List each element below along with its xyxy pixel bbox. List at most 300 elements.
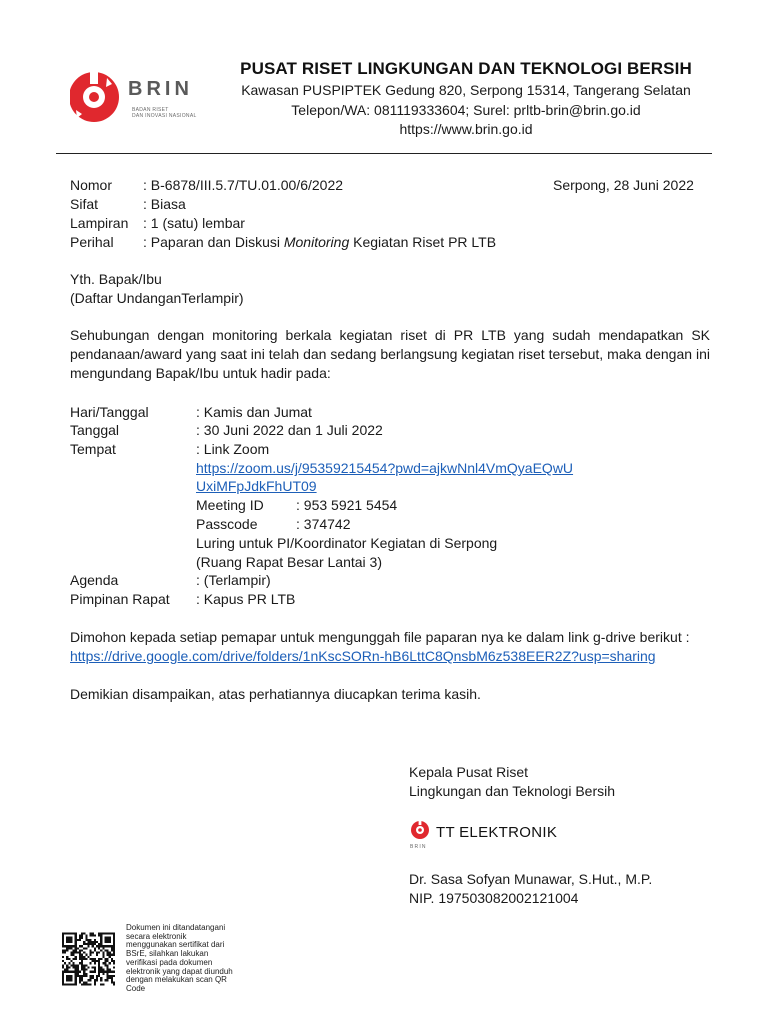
qr-module — [70, 939, 72, 941]
qr-module — [85, 981, 87, 983]
qr-module — [79, 971, 81, 973]
tte-brin-emblem-icon — [411, 820, 429, 839]
qr-module — [109, 937, 111, 939]
perihal-label: Perihal — [70, 234, 114, 250]
qr-module — [98, 947, 100, 949]
qr-module — [113, 981, 115, 983]
qr-module — [113, 935, 115, 937]
qr-module — [100, 977, 102, 979]
qr-module — [100, 939, 102, 941]
qr-module — [94, 979, 96, 981]
qr-module — [70, 975, 72, 977]
place-date: Serpong, 28 Juni 2022 — [553, 177, 694, 193]
qr-module — [107, 966, 109, 968]
qr-module — [104, 937, 106, 939]
qr-module — [73, 962, 75, 964]
qr-module — [73, 945, 75, 947]
qr-module — [75, 939, 77, 941]
qr-module — [92, 935, 94, 937]
qr-module — [64, 971, 66, 973]
qr-module — [62, 977, 64, 979]
qr-module — [111, 971, 113, 973]
qr-module — [79, 975, 81, 977]
qr-module — [83, 947, 85, 949]
qr-module — [98, 973, 100, 975]
qr-module — [111, 954, 113, 956]
qr-module — [83, 958, 85, 960]
qr-module — [102, 945, 104, 947]
qr-module — [62, 964, 64, 966]
qr-module — [92, 945, 94, 947]
qr-module — [68, 983, 70, 985]
qr-module — [104, 958, 106, 960]
qr-module — [113, 983, 115, 985]
qr-module — [79, 949, 81, 951]
lampiran-value: : 1 (satu) lembar — [143, 215, 245, 231]
qr-module — [66, 969, 68, 971]
qr-module — [113, 939, 115, 941]
qr-module — [113, 945, 115, 947]
qr-module — [90, 962, 92, 964]
passcode-value: : 374742 — [296, 516, 351, 532]
qr-module — [104, 939, 106, 941]
qr-module — [83, 981, 85, 983]
qr-module — [107, 969, 109, 971]
qr-module — [75, 937, 77, 939]
qr-module — [79, 937, 81, 939]
qr-code[interactable] — [62, 931, 115, 987]
qr-module — [83, 983, 85, 985]
qr-module — [81, 937, 83, 939]
qr-module — [90, 975, 92, 977]
note-line1: Dokumen ini ditandatangani — [126, 923, 226, 932]
tanggal-value: : 30 Juni 2022 dan 1 Juli 2022 — [196, 422, 383, 438]
qr-module — [107, 975, 109, 977]
qr-module — [94, 969, 96, 971]
signer-name: Dr. Sasa Sofyan Munawar, S.Hut., M.P. — [409, 871, 653, 887]
qr-module — [94, 983, 96, 985]
tte-logo-word: BRIN — [410, 844, 427, 850]
qr-module — [68, 947, 70, 949]
qr-module — [81, 949, 83, 951]
qr-module — [79, 981, 81, 983]
qr-module — [75, 971, 77, 973]
qr-module — [96, 945, 98, 947]
qr-module — [75, 958, 77, 960]
qr-module — [90, 983, 92, 985]
qr-module — [62, 971, 64, 973]
qr-module — [62, 960, 64, 962]
qr-module — [94, 962, 96, 964]
qr-module — [111, 981, 113, 983]
qr-module — [107, 964, 109, 966]
qr-module — [111, 979, 113, 981]
qr-module — [102, 962, 104, 964]
qr-module — [109, 939, 111, 941]
qr-module — [90, 949, 92, 951]
qr-module — [92, 943, 94, 945]
qr-module — [100, 945, 102, 947]
passcode-label: Passcode — [196, 516, 258, 532]
qr-module — [111, 945, 113, 947]
qr-module — [75, 979, 77, 981]
meeting-id-label: Meeting ID — [196, 497, 264, 513]
qr-module — [70, 971, 72, 973]
qr-module — [94, 960, 96, 962]
qr-module — [68, 979, 70, 981]
qr-module — [79, 945, 81, 947]
qr-module — [73, 964, 75, 966]
qr-module — [102, 954, 104, 956]
qr-module — [92, 958, 94, 960]
qr-module — [81, 935, 83, 937]
qr-module — [90, 977, 92, 979]
qr-module — [85, 947, 87, 949]
qr-module — [70, 937, 72, 939]
tempat-label: Tempat — [70, 441, 116, 457]
qr-module — [70, 941, 72, 943]
qr-module — [75, 933, 77, 935]
qr-module — [66, 971, 68, 973]
qr-module — [107, 973, 109, 975]
qr-module — [85, 939, 87, 941]
qr-module — [75, 956, 77, 958]
qr-module — [79, 958, 81, 960]
qr-module — [83, 956, 85, 958]
signer-title-line2: Lingkungan dan Teknologi Bersih — [409, 783, 616, 799]
qr-module — [83, 969, 85, 971]
qr-module — [107, 952, 109, 954]
qr-module — [102, 969, 104, 971]
qr-module — [66, 941, 68, 943]
qr-module — [85, 964, 87, 966]
qr-module — [109, 954, 111, 956]
qr-module — [113, 952, 115, 954]
upload-text: Dimohon kepada setiap pemapar untuk mengunggah file paparan nya ke dalam link g-drive berikut : — [70, 629, 690, 645]
qr-module — [102, 933, 104, 935]
qr-module — [64, 969, 66, 971]
qr-module — [81, 979, 83, 981]
qr-module — [113, 941, 115, 943]
qr-module — [75, 941, 77, 943]
qr-module — [113, 962, 115, 964]
qr-module — [107, 979, 109, 981]
qr-module — [75, 945, 77, 947]
qr-module — [100, 979, 102, 981]
qr-module — [77, 973, 79, 975]
qr-module — [98, 960, 100, 962]
qr-module — [66, 949, 68, 951]
qr-module — [92, 966, 94, 968]
qr-module — [92, 941, 94, 943]
qr-module — [68, 962, 70, 964]
qr-module — [98, 971, 100, 973]
qr-module — [62, 981, 64, 983]
qr-module — [107, 949, 109, 951]
pimpinan-value: : Kapus PR LTB — [196, 591, 296, 607]
qr-module — [64, 945, 66, 947]
qr-module — [104, 979, 106, 981]
qr-module — [68, 975, 70, 977]
qr-module — [70, 945, 72, 947]
qr-module — [92, 960, 94, 962]
gdrive-link[interactable]: https://drive.google.com/drive/folders/1nKscSORn-hB6LttC8QnsbM6z538EER2Z?usp=sharing — [70, 648, 656, 664]
qr-module — [79, 979, 81, 981]
qr-module — [92, 952, 94, 954]
qr-module — [83, 964, 85, 966]
qr-module — [107, 937, 109, 939]
header-divider — [56, 153, 712, 154]
note-line4: BSrE, silahkan lakukan — [126, 949, 209, 959]
qr-module — [102, 956, 104, 958]
qr-module — [113, 947, 115, 949]
qr-module — [98, 975, 100, 977]
closing-text: Demikian disampaikan, atas perhatiannya diucapkan terima kasih. — [70, 686, 481, 702]
qr-module — [96, 977, 98, 979]
qr-module — [85, 954, 87, 956]
qr-module — [85, 943, 87, 945]
qr-module — [100, 966, 102, 968]
qr-module — [68, 939, 70, 941]
qr-module — [68, 977, 70, 979]
qr-module — [62, 952, 64, 954]
qr-module — [77, 966, 79, 968]
qr-module — [100, 943, 102, 945]
qr-module — [100, 935, 102, 937]
qr-module — [81, 969, 83, 971]
qr-module — [66, 956, 68, 958]
qr-module — [111, 977, 113, 979]
qr-module — [75, 983, 77, 985]
perihal-prefix: : Paparan dan Diskusi — [143, 234, 284, 250]
qr-module — [107, 971, 109, 973]
perihal-suffix: Kegiatan Riset PR LTB — [349, 234, 497, 250]
qr-module — [70, 954, 72, 956]
qr-module — [66, 966, 68, 968]
qr-module — [73, 971, 75, 973]
qr-module — [94, 935, 96, 937]
qr-module — [94, 971, 96, 973]
tte-logo — [409, 820, 435, 850]
qr-module — [62, 949, 64, 951]
qr-module — [81, 962, 83, 964]
qr-module — [96, 954, 98, 956]
qr-module — [85, 935, 87, 937]
hari-label: Hari/Tanggal — [70, 404, 149, 420]
qr-module — [62, 975, 64, 977]
qr-module — [75, 969, 77, 971]
logo-subtitle — [132, 107, 222, 119]
qr-module — [68, 958, 70, 960]
lampiran-label: Lampiran — [70, 215, 129, 231]
qr-module — [90, 958, 92, 960]
qr-module — [77, 952, 79, 954]
qr-module — [66, 933, 68, 935]
qr-module — [107, 941, 109, 943]
qr-module — [75, 975, 77, 977]
qr-module — [104, 945, 106, 947]
qr-module — [90, 979, 92, 981]
qr-module — [87, 943, 89, 945]
qr-module — [98, 964, 100, 966]
qr-module — [62, 937, 64, 939]
qr-module — [104, 964, 106, 966]
institution-website[interactable]: https://www.brin.go.id — [399, 121, 533, 137]
qr-module — [83, 952, 85, 954]
qr-module — [66, 975, 68, 977]
qr-module — [109, 977, 111, 979]
qr-module — [113, 971, 115, 973]
qr-module — [77, 947, 79, 949]
qr-module — [62, 973, 64, 975]
note-line5: verifikasi pada dokumen — [126, 957, 213, 967]
qr-module — [81, 960, 83, 962]
qr-module — [98, 966, 100, 968]
qr-module — [96, 979, 98, 981]
qr-module — [75, 966, 77, 968]
recipient-line1: Yth. Bapak/Ibu — [70, 271, 162, 287]
qr-module — [70, 977, 72, 979]
qr-module — [107, 939, 109, 941]
qr-module — [107, 933, 109, 935]
qr-module — [83, 966, 85, 968]
qr-module — [62, 943, 64, 945]
qr-module — [66, 979, 68, 981]
logo-subtitle-line1: BADAN RISET — [132, 107, 169, 113]
logo-subtitle-line2: DAN INOVASI NASIONAL — [132, 113, 197, 119]
qr-module — [109, 975, 111, 977]
qr-module — [79, 977, 81, 979]
qr-module — [68, 933, 70, 935]
zoom-link-line1[interactable]: https://zoom.us/j/95359215454?pwd=ajkwNnl4VmQyaEQwU — [196, 460, 574, 476]
qr-module — [77, 939, 79, 941]
signature-verification-note — [126, 924, 256, 994]
qr-module — [109, 962, 111, 964]
qr-module — [70, 933, 72, 935]
qr-module — [83, 973, 85, 975]
qr-module — [75, 977, 77, 979]
qr-module — [98, 962, 100, 964]
qr-module — [104, 941, 106, 943]
qr-module — [98, 943, 100, 945]
institution-title: PUSAT RISET LINGKUNGAN DAN TEKNOLOGI BERSIH — [240, 59, 692, 78]
qr-module — [90, 943, 92, 945]
qr-module — [109, 941, 111, 943]
qr-module — [94, 941, 96, 943]
qr-module — [98, 945, 100, 947]
agenda-value: : (Terlampir) — [196, 572, 271, 588]
qr-module — [109, 956, 111, 958]
qr-module — [73, 966, 75, 968]
qr-module — [83, 975, 85, 977]
qr-module — [75, 973, 77, 975]
qr-module — [62, 983, 64, 985]
qr-module — [79, 956, 81, 958]
zoom-link-line2[interactable]: UxiMFpJdkFhUT09 — [196, 478, 317, 494]
note-line3: menggunakan sertifikat dari — [126, 940, 225, 950]
qr-module — [75, 947, 77, 949]
qr-module — [70, 952, 72, 954]
qr-module — [87, 956, 89, 958]
qr-module — [70, 979, 72, 981]
qr-module — [73, 949, 75, 951]
qr-module — [75, 949, 77, 951]
qr-module — [79, 954, 81, 956]
qr-module — [81, 954, 83, 956]
qr-module — [94, 958, 96, 960]
qr-module — [68, 945, 70, 947]
qr-module — [109, 952, 111, 954]
signer-title-line1: Kepala Pusat Riset — [409, 764, 529, 780]
qr-module — [94, 939, 96, 941]
agenda-label: Agenda — [70, 572, 119, 588]
qr-module — [62, 939, 64, 941]
qr-module — [100, 969, 102, 971]
qr-module — [79, 939, 81, 941]
qr-module — [111, 949, 113, 951]
qr-module — [92, 971, 94, 973]
hari-value: : Kamis dan Jumat — [196, 404, 312, 420]
qr-module — [62, 933, 64, 935]
sifat-value: : Biasa — [143, 196, 186, 212]
qr-module — [100, 941, 102, 943]
tte-label: TT ELEKTRONIK — [436, 824, 558, 841]
qr-module — [75, 964, 77, 966]
signer-nip: NIP. 197503082002121004 — [409, 890, 579, 906]
qr-module — [68, 966, 70, 968]
qr-module — [73, 958, 75, 960]
qr-module — [102, 973, 104, 975]
qr-module — [90, 939, 92, 941]
offline-line1: Luring untuk PI/Koordinator Kegiatan di Serpong — [196, 535, 498, 551]
qr-module — [87, 966, 89, 968]
qr-module — [100, 958, 102, 960]
qr-module — [70, 960, 72, 962]
qr-module — [98, 969, 100, 971]
qr-module — [107, 945, 109, 947]
qr-module — [73, 952, 75, 954]
intro-line1: Sehubungan dengan monitoring berkala kegiatan riset di PR LTB yang sudah mendapatkan SK — [70, 327, 710, 343]
qr-module — [104, 933, 106, 935]
qr-module — [96, 975, 98, 977]
qr-module — [64, 962, 66, 964]
qr-module — [109, 969, 111, 971]
perihal-value — [143, 234, 496, 250]
qr-module — [100, 933, 102, 935]
qr-module — [85, 958, 87, 960]
meeting-id-value: : 953 5921 5454 — [296, 497, 398, 513]
qr-module — [113, 937, 115, 939]
qr-module — [81, 964, 83, 966]
qr-module — [81, 933, 83, 935]
qr-module — [96, 960, 98, 962]
qr-module — [100, 971, 102, 973]
qr-module — [83, 971, 85, 973]
qr-module — [90, 952, 92, 954]
sifat-label: Sifat — [70, 196, 99, 212]
qr-module — [90, 935, 92, 937]
qr-module — [98, 958, 100, 960]
qr-module — [102, 952, 104, 954]
qr-module — [100, 983, 102, 985]
qr-module — [66, 947, 68, 949]
intro-line3: mengundang Bapak/Ibu untuk hadir pada: — [70, 365, 331, 381]
qr-module — [66, 945, 68, 947]
qr-module — [62, 979, 64, 981]
qr-module — [77, 975, 79, 977]
qr-module — [77, 971, 79, 973]
qr-module — [113, 933, 115, 935]
